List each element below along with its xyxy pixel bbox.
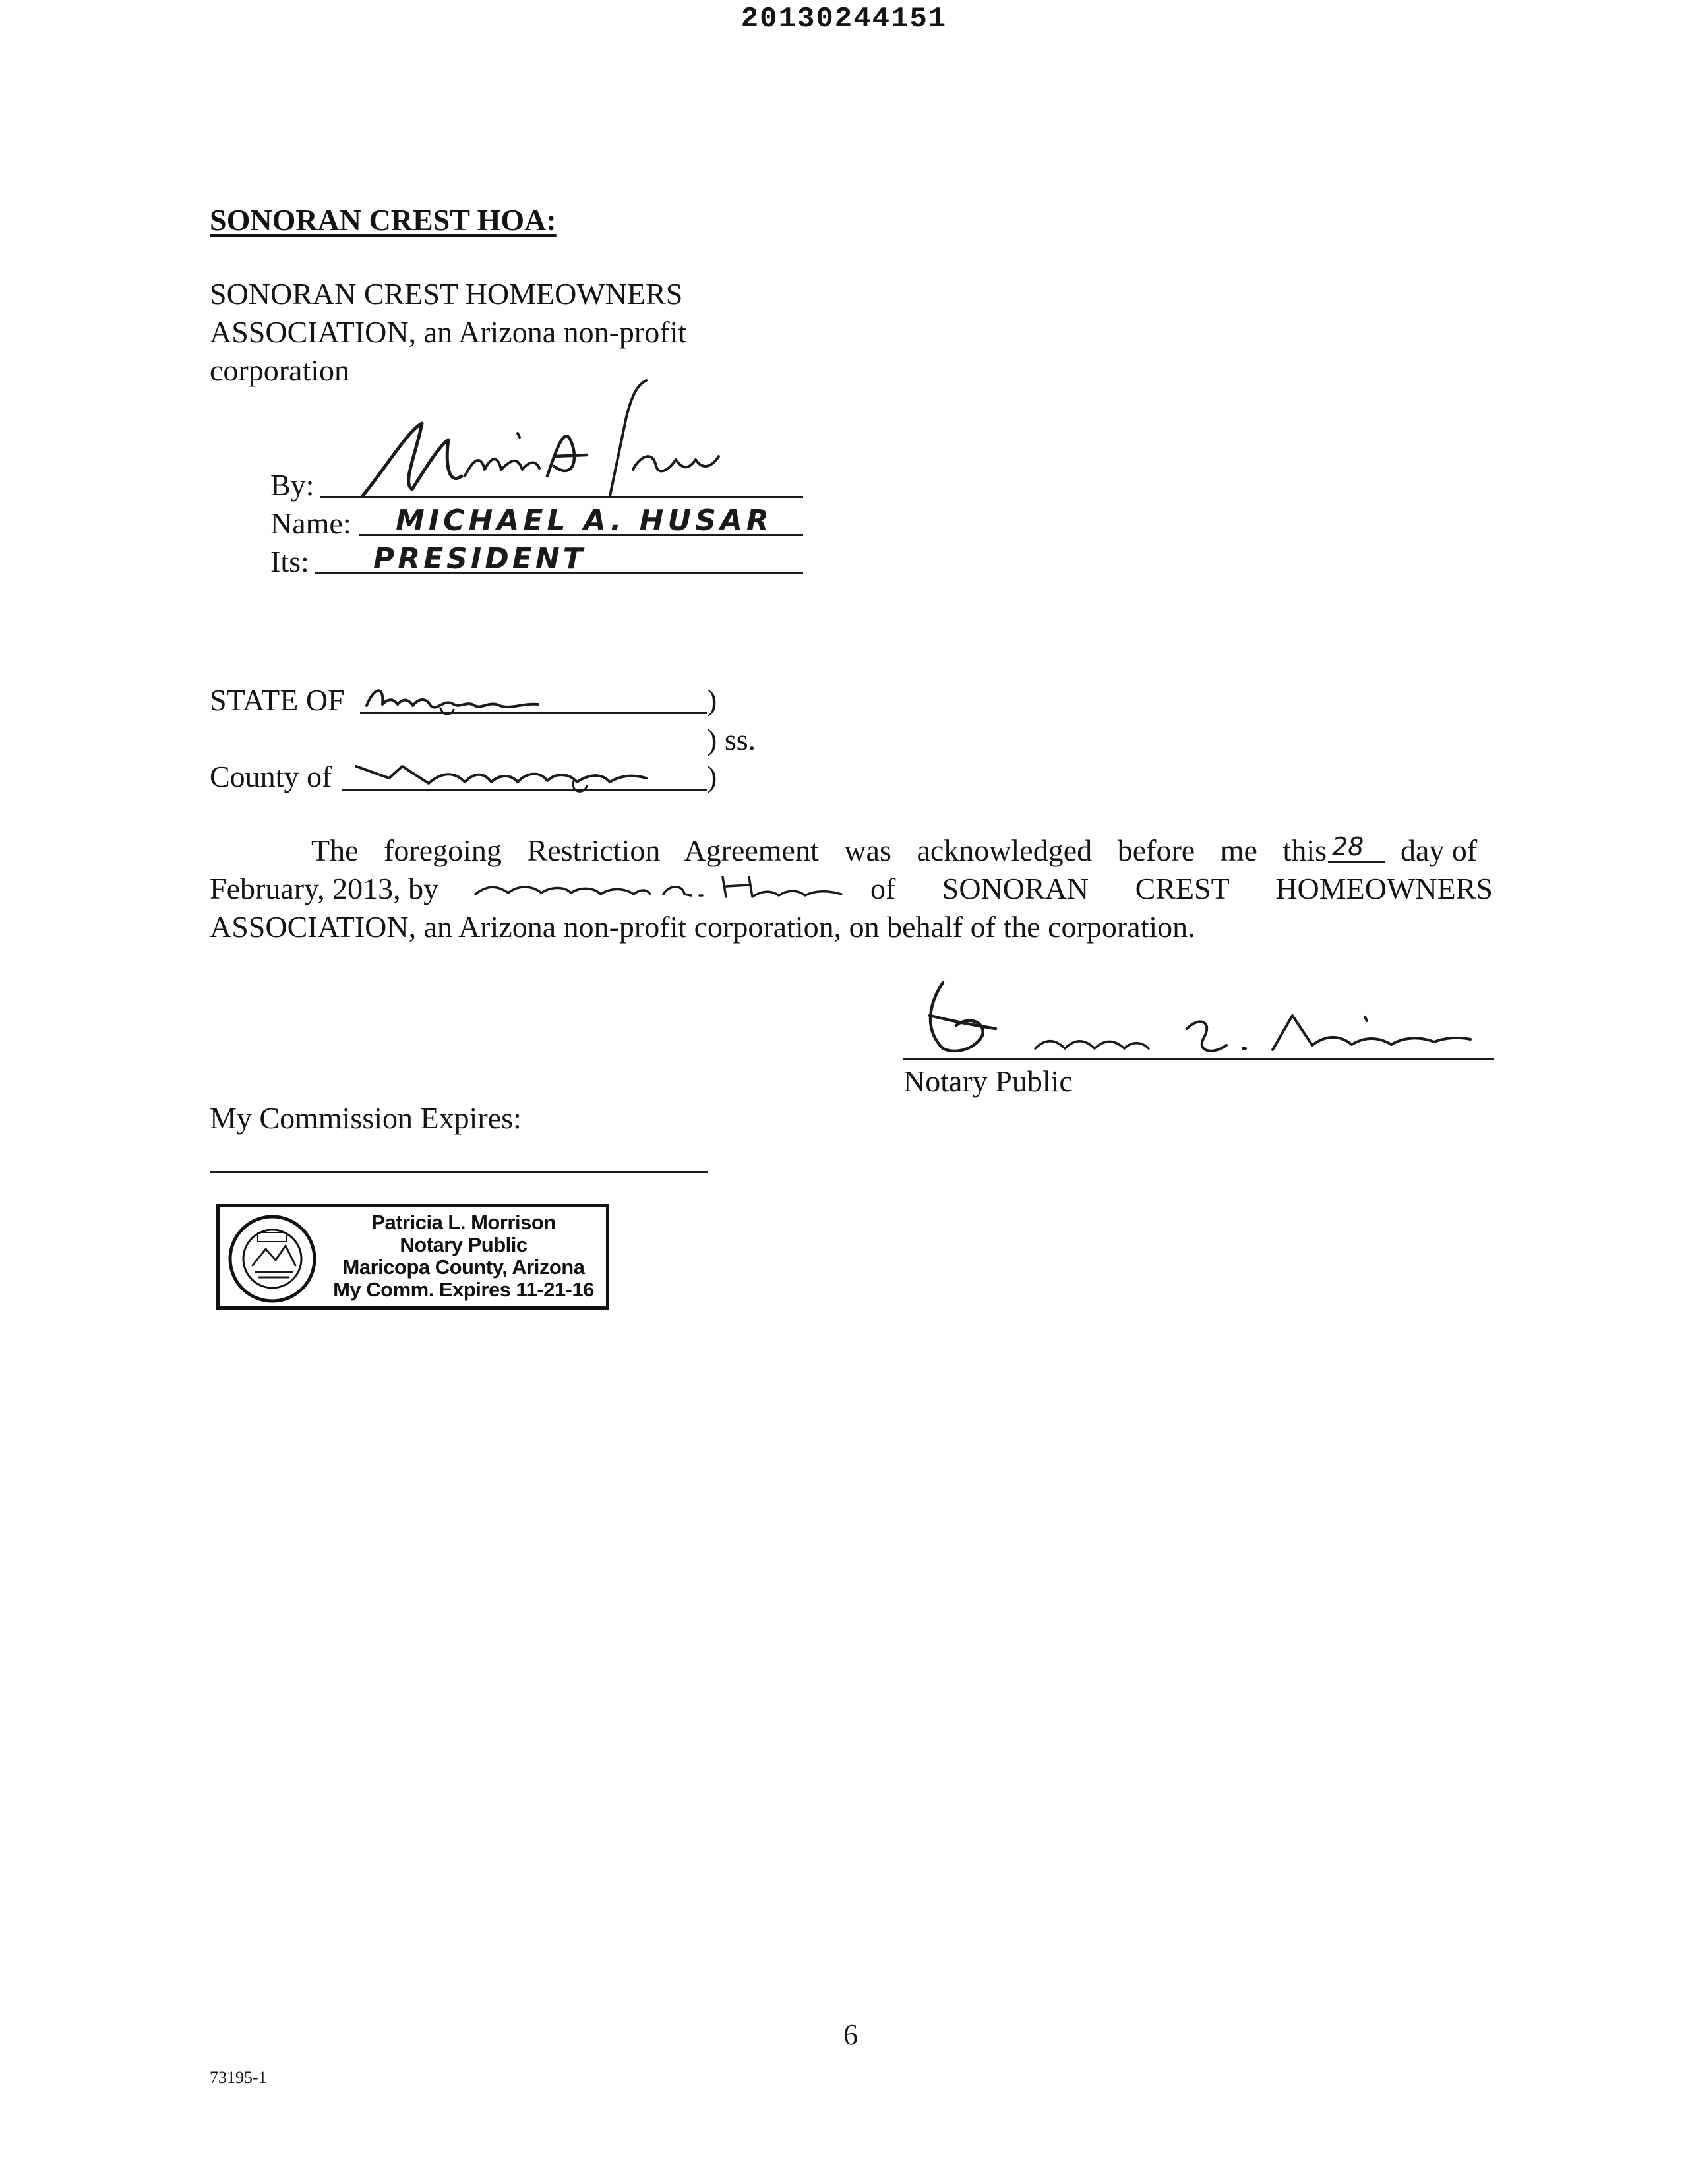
county-label: County of — [210, 760, 332, 793]
county-paren: ) — [707, 760, 717, 793]
ack-line3: ASSOCIATION, an Arizona non-profit corporation, on behalf of the corporation. — [210, 910, 1195, 944]
day-handwritten: 28 — [1332, 832, 1364, 861]
its-handwritten: PRESIDENT — [373, 542, 586, 576]
state-paren: ) — [707, 683, 717, 717]
state-seal-icon — [226, 1213, 318, 1305]
notary-signature — [903, 976, 1497, 1068]
name-label: Name: — [270, 506, 351, 540]
day-line — [1328, 861, 1385, 863]
president-signature — [349, 377, 732, 509]
state-handwritten — [361, 679, 559, 719]
ss-text: ) ss. — [707, 723, 756, 756]
ack-line1-end: day of — [1401, 834, 1478, 867]
ack-line2-start: February, 2013, by — [210, 872, 439, 905]
commission-label: My Commission Expires: — [210, 1101, 522, 1135]
stamp-notary-name: Patricia L. Morrison — [371, 1211, 556, 1234]
ack-line2-end: of SONORAN CREST HOMEOWNERS — [870, 872, 1493, 905]
notary-public-label: Notary Public — [903, 1064, 1073, 1098]
stamp-notary-title: Notary Public — [400, 1233, 528, 1256]
document-code: 73195-1 — [210, 2068, 267, 2087]
ack-line1-start: The foregoing Restriction Agreement was acknowledged before me this — [311, 834, 1327, 867]
entity-line-2: ASSOCIATION, an Arizona non-profit — [210, 315, 687, 349]
state-label: STATE OF — [210, 683, 345, 717]
document-number: 20130244151 — [740, 3, 948, 36]
commission-line — [210, 1171, 708, 1173]
by-label: By: — [270, 468, 315, 502]
hoa-heading: SONORAN CREST HOA: — [210, 203, 557, 237]
its-label: Its: — [270, 545, 309, 578]
stamp-expiration: My Comm. Expires 11-21-16 — [333, 1278, 594, 1301]
notary-signature-line — [903, 1058, 1494, 1060]
page-number: 6 — [843, 2018, 858, 2051]
county-handwritten — [349, 752, 666, 798]
stamp-county: Maricopa County, Arizona — [342, 1256, 585, 1279]
signer-handwritten — [472, 870, 868, 907]
notary-stamp — [216, 1204, 609, 1310]
entity-line-1: SONORAN CREST HOMEOWNERS — [210, 277, 683, 311]
name-handwritten: MICHAEL A. HUSAR — [396, 504, 773, 537]
entity-line-3: corporation — [210, 353, 350, 387]
